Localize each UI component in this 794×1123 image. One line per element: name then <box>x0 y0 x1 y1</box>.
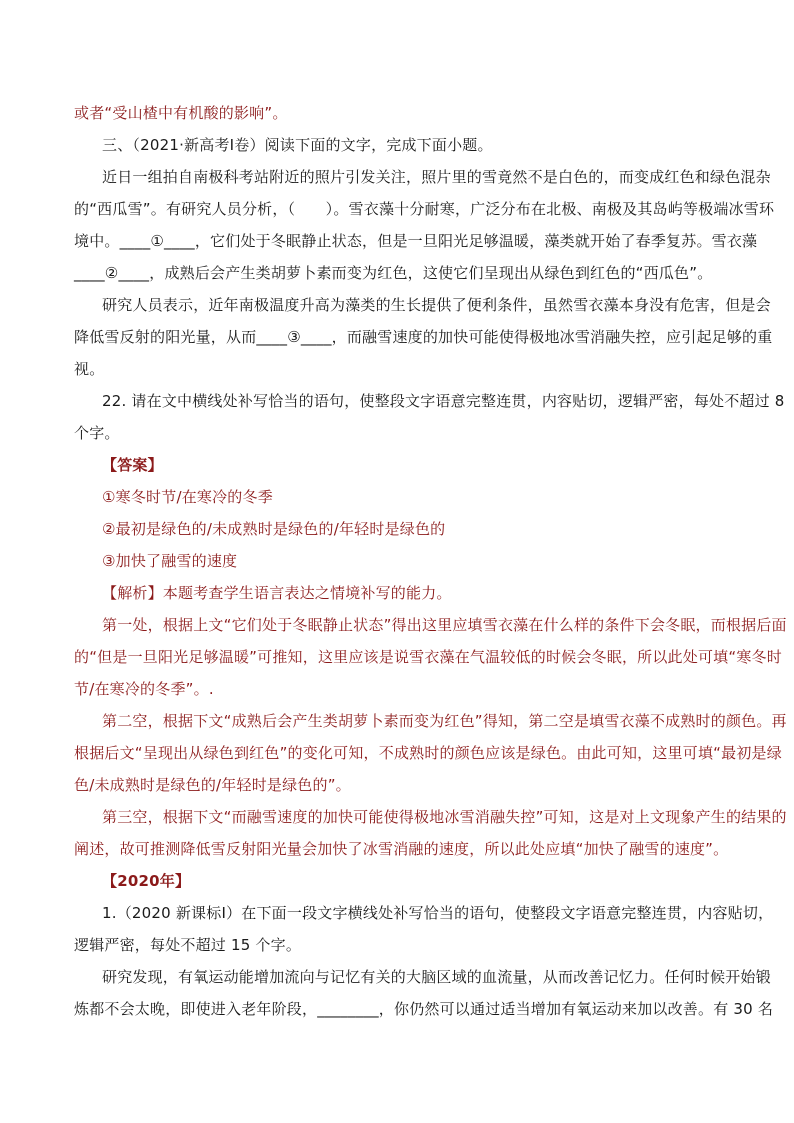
question-22: 个字。 <box>74 424 120 442</box>
question-2020-1: 逻辑严密，每处不超过 15 个字。 <box>74 936 302 954</box>
passage-line: 境中。____①____，它们处于冬眠静止状态，但是一旦阳光足够温暖，藻类就开始了春季复苏。雪衣藻 <box>74 232 758 250</box>
question-2020-1: 1.（2020 新课标Ⅰ）在下面一段文字横线处补写恰当的语句，使整段文字语意完整连贯，内容贴切， <box>102 904 774 922</box>
analysis-line: 第二空，根据下文“成熟后会产生类胡萝卜素而变为红色”得知，第二空是填雪衣藻不成熟时的颜色。再 <box>102 712 787 730</box>
passage-line: 研究人员表示，近年南极温度升高为藻类的生长提供了便利条件，虽然雪衣藻本身没有危害，但是会 <box>102 296 771 314</box>
year-heading-2020: 【2020年】 <box>102 872 191 890</box>
analysis-heading: 【解析】本题考查学生语言表达之情境补写的能力。 <box>102 584 452 602</box>
answer-heading: 【答案】 <box>102 456 163 474</box>
analysis-line: 根据后文“呈现出从绿色到红色”的变化可知，不成熟时的颜色应该是绿色。由此可知，这里可填“最初是绿 <box>74 744 782 762</box>
analysis-line: 节/在寒冷的冬季”。. <box>74 680 214 698</box>
passage-line: 近日一组拍自南极科考站附近的照片引发关注，照片里的雪竟然不是白色的，而变成红色和绿色混杂 <box>102 168 771 186</box>
prev-answer-tail: 或者“受山楂中有机酸的影响”。 <box>74 104 288 122</box>
answer-item: ②最初是绿色的/未成熟时是绿色的/年轻时是绿色的 <box>102 520 446 538</box>
passage-line: 视。 <box>74 360 105 378</box>
analysis-line: 阐述，故可推测降低雪反射阳光量会加快了冰雪消融的速度，所以此处应填“加快了融雪的速度”。 <box>74 840 729 858</box>
section-three-heading: 三、（2021·新高考Ⅰ卷）阅读下面的文字，完成下面小题。 <box>102 136 493 154</box>
passage-line: 的“西瓜雪”。有研究人员分析，（ ）。雪衣藻十分耐寒，广泛分布在北极、南极及其岛屿等极端冰雪环 <box>74 200 775 218</box>
passage-line: 研究发现，有氧运动能增加流向与记忆有关的大脑区域的血流量，从而改善记忆力。任何时候开始锻 <box>102 968 771 986</box>
analysis-line: 第一处，根据上文“它们处于冬眠静止状态”得出这里应填雪衣藻在什么样的条件下会冬眠，而根据后面 <box>102 616 787 634</box>
analysis-line: 的“但是一旦阳光足够温暖”可推知，这里应该是说雪衣藻在气温较低的时候会冬眠，所以此处可填“寒冬时 <box>74 648 782 666</box>
analysis-line: 第三空，根据下文“而融雪速度的加快可能使得极地冰雪消融失控”可知，这是对上文现象产生的结果的 <box>102 808 787 826</box>
question-22: 22. 请在文中横线处补写恰当的语句，使整段文字语意完整连贯，内容贴切，逻辑严密，每处不超过 8 <box>102 392 785 410</box>
passage-line: 炼都不会太晚，即使进入老年阶段，________，你仍然可以通过适当增加有氧运动来加以改善。有 30 名 <box>74 1000 774 1018</box>
answer-item: ①寒冬时节/在寒冷的冬季 <box>102 488 273 506</box>
analysis-line: 色/未成熟时是绿色的/年轻时是绿色的”。 <box>74 776 351 794</box>
answer-item: ③加快了融雪的速度 <box>102 552 238 570</box>
passage-line: 降低雪反射的阳光量，从而____③____，而融雪速度的加快可能使得极地冰雪消融失控，应引起足够的重 <box>74 328 773 346</box>
passage-line: ____②____，成熟后会产生类胡萝卜素而变为红色，这使它们呈现出从绿色到红色的“西瓜色”。 <box>74 264 713 282</box>
